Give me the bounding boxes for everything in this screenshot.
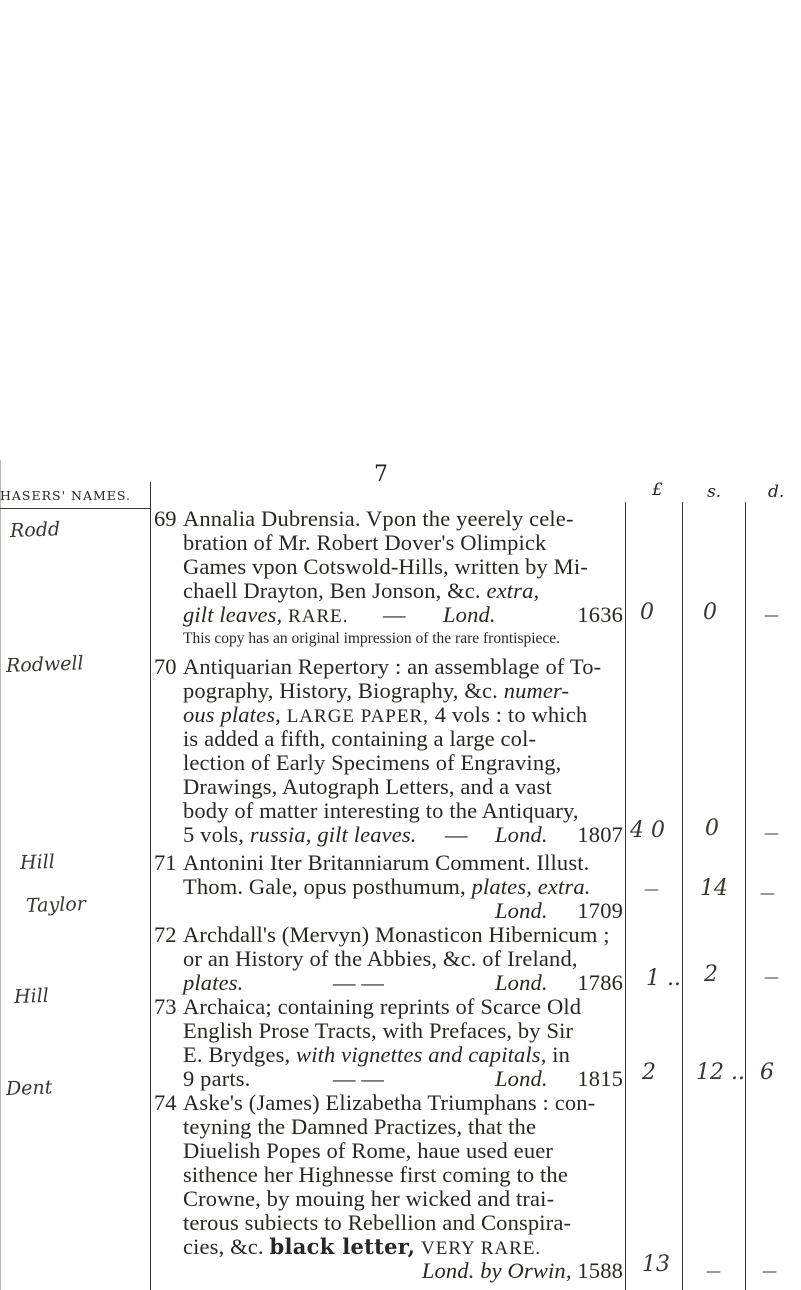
price-pence: — bbox=[764, 824, 779, 842]
entry-line: ous plates, LARGE PAPER, 4 vols : to which bbox=[183, 702, 588, 727]
price-pence: — bbox=[764, 968, 779, 986]
buyers-column-divider bbox=[150, 482, 151, 1290]
entry-line: Thom. Gale, opus posthumum, plates, extra. bbox=[183, 874, 591, 899]
pounds-header: £ bbox=[652, 480, 663, 500]
price-pence: — bbox=[760, 884, 775, 902]
entry-line: Lond. by Orwin, 1588 bbox=[421, 1258, 623, 1283]
entry-note: This copy has an original impression of the rare frontispiece. bbox=[183, 630, 561, 647]
buyers-column-left-edge bbox=[0, 460, 1, 1290]
price-pounds: — bbox=[644, 880, 659, 898]
price-pounds: 0 bbox=[640, 600, 654, 625]
price-pounds: 4 0 bbox=[630, 818, 665, 843]
buyer-name: Hill bbox=[19, 850, 56, 874]
entry-line: Antiquarian Repertory : an assemblage of To- bbox=[183, 654, 602, 679]
page-number: 7 bbox=[374, 462, 388, 487]
entry-line: chaell Drayton, Ben Jonson, &c. extra, bbox=[183, 578, 540, 603]
lot-number: 71 bbox=[154, 850, 177, 875]
entry-line: is added a fifth, containing a large col- bbox=[183, 726, 537, 751]
buyers-names-header: HASERS' NAMES. bbox=[0, 488, 131, 503]
entry-line: Games vpon Cotswold-Hills, written by Mi- bbox=[183, 554, 588, 579]
entry-line: body of matter interesting to the Antiquary, bbox=[183, 798, 579, 823]
entry-line: Drawings, Autograph Letters, and a vast bbox=[183, 774, 552, 799]
entry-line: bration of Mr. Robert Dover's Olimpick bbox=[183, 530, 547, 555]
pence-column-left-rule bbox=[745, 502, 746, 1290]
lot-number: 69 bbox=[154, 506, 177, 531]
shillings-column-left-rule bbox=[682, 502, 683, 1290]
entry-line: Archdall's (Mervyn) Monasticon Hibernicum ; bbox=[183, 922, 610, 947]
buyer-name: Hill bbox=[13, 984, 50, 1008]
entry-line: Diuelish Popes of Rome, haue used euer bbox=[183, 1138, 553, 1163]
entry-line: pography, History, Biography, &c. numer- bbox=[183, 678, 570, 703]
entry-line: cies, &c. black letter, VERY RARE. bbox=[183, 1234, 542, 1259]
price-pence: 6 bbox=[760, 1060, 774, 1085]
price-shillings: 14 bbox=[700, 876, 728, 901]
price-pounds: 1 .. bbox=[646, 966, 681, 991]
price-shillings: 0 bbox=[705, 816, 719, 841]
buyer-name: Rodd bbox=[9, 518, 61, 542]
price-pence: — bbox=[762, 1262, 777, 1280]
entry-line: sithence her Highnesse first coming to the bbox=[183, 1162, 568, 1187]
buyer-name: Rodwell bbox=[5, 652, 84, 677]
entry-line: E. Brydges, with vignettes and capitals, in bbox=[183, 1042, 571, 1067]
buyers-column-header-rule bbox=[0, 508, 150, 509]
pence-header: d. bbox=[768, 482, 785, 502]
price-pounds: 2 bbox=[642, 1060, 656, 1085]
entry-line: teyning the Damned Practizes, that the bbox=[183, 1114, 537, 1139]
entry-line: plates. — — Lond. 1786 bbox=[183, 970, 623, 995]
entry-line: Crowne, by mouing her wicked and trai- bbox=[183, 1186, 555, 1211]
pounds-column-left-rule bbox=[625, 502, 626, 1290]
entry-line: 9 parts. — — Lond. 1815 bbox=[183, 1066, 623, 1091]
entry-line: 5 vols, russia, gilt leaves. — Lond. 1807 bbox=[183, 822, 623, 847]
entry-line: English Prose Tracts, with Prefaces, by Sir bbox=[183, 1018, 574, 1043]
price-pence: — bbox=[764, 606, 779, 624]
price-shillings: 12 .. bbox=[696, 1060, 745, 1085]
entry-line: or an History of the Abbies, &c. of Ireland, bbox=[183, 946, 578, 971]
buyer-name: Taylor bbox=[25, 892, 87, 917]
entry-line: gilt leaves, RARE. — Lond. 1636 bbox=[183, 602, 623, 627]
entry-line: Annalia Dubrensia. Vpon the yeerely cele- bbox=[183, 506, 574, 531]
entry-line: Aske's (James) Elizabetha Triumphans : con- bbox=[183, 1090, 596, 1115]
entry-line: lection of Early Specimens of Engraving, bbox=[183, 750, 562, 775]
entry-line: Archaica; containing reprints of Scarce Old bbox=[183, 994, 582, 1019]
price-pounds: 13 bbox=[642, 1252, 670, 1277]
lot-number: 73 bbox=[154, 994, 177, 1019]
lot-number: 70 bbox=[154, 654, 177, 679]
entry-line: Antonini Iter Britanniarum Comment. Illust. bbox=[183, 850, 590, 875]
lot-number: 72 bbox=[154, 922, 177, 947]
price-shillings: 0 bbox=[703, 600, 717, 625]
entry-line: terous subiects to Rebellion and Conspira- bbox=[183, 1210, 572, 1235]
price-shillings: — bbox=[706, 1262, 721, 1280]
lot-number: 74 bbox=[154, 1090, 177, 1115]
price-shillings: 2 bbox=[704, 962, 718, 987]
shillings-header: s. bbox=[707, 482, 722, 502]
buyer-name: Dent bbox=[5, 1076, 53, 1100]
